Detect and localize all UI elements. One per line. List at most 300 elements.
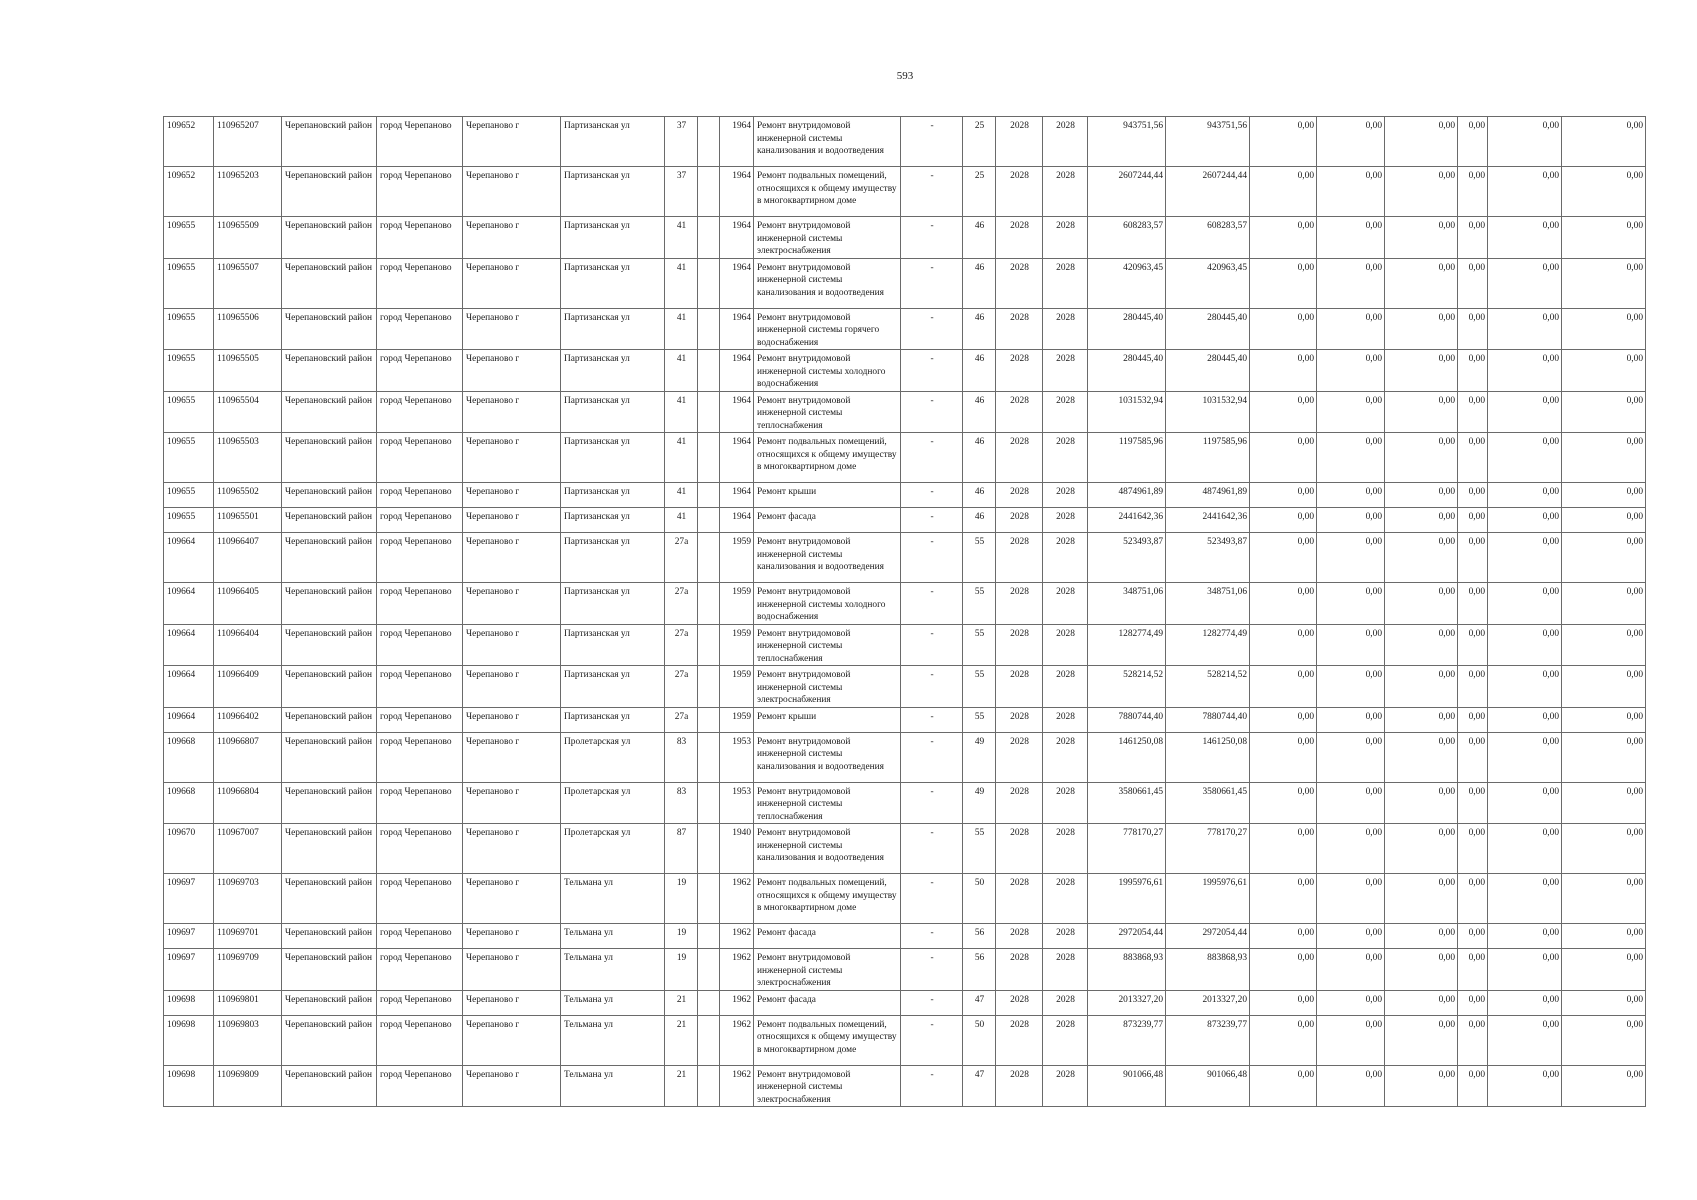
cell-cost-regional: 0,00 (1317, 666, 1385, 708)
cell-cost-federal: 0,00 (1250, 583, 1317, 625)
cell-cost-owners: 0,00 (1458, 308, 1488, 350)
cell-wear-percent: 55 (963, 707, 996, 732)
cell-work-id: 110965509 (214, 217, 282, 259)
cell-cost-owners: 0,00 (1458, 583, 1488, 625)
cell-cost-extra: 0,00 (1562, 824, 1646, 874)
cell-work-type: Ремонт фасада (754, 508, 901, 533)
cell-cost-other: 0,00 (1488, 433, 1562, 483)
cell-district: Черепановский район (282, 117, 377, 167)
cell-plan-year-start: 2028 (996, 217, 1043, 259)
cell-municipality: город Черепаново (377, 824, 463, 874)
cell-municipality: город Черепаново (377, 924, 463, 949)
cell-cost-other: 0,00 (1488, 624, 1562, 666)
cell-settlement: Черепаново г (463, 483, 561, 508)
cell-settlement: Черепаново г (463, 433, 561, 483)
cell-cost-extra: 0,00 (1562, 732, 1646, 782)
cell-district: Черепановский район (282, 391, 377, 433)
cell-work-id: 110965505 (214, 350, 282, 392)
cell-building (698, 707, 720, 732)
cell-plan-year-start: 2028 (996, 308, 1043, 350)
cell-cost-local: 0,00 (1385, 483, 1458, 508)
cell-plan-year-end: 2028 (1043, 433, 1088, 483)
cell-cost-extra: 0,00 (1562, 258, 1646, 308)
cell-settlement: Черепаново г (463, 732, 561, 782)
cell-total-cost: 528214,52 (1088, 666, 1166, 708)
cell-cost-federal: 0,00 (1250, 949, 1317, 991)
cell-cost-other: 0,00 (1488, 167, 1562, 217)
cell-municipality: город Черепаново (377, 782, 463, 824)
cell-work-id: 110969709 (214, 949, 282, 991)
table-row (164, 483, 1646, 508)
cell-work-id: 110965506 (214, 308, 282, 350)
cell-work-type: Ремонт подвальных помещений, относящихся к общему имуществу в многоквартирном доме (754, 167, 901, 217)
table-row (164, 874, 1646, 924)
cell-house-number: 27а (665, 583, 698, 625)
cell-district: Черепановский район (282, 350, 377, 392)
cell-cost-regional: 0,00 (1317, 1015, 1385, 1065)
cell-wear-percent: 46 (963, 308, 996, 350)
cell-work-type: Ремонт фасада (754, 924, 901, 949)
cell-street: Тельмана ул (561, 949, 665, 991)
cell-cost-owners: 0,00 (1458, 924, 1488, 949)
cell-house-id: 109655 (164, 483, 214, 508)
cell-year-built: 1962 (720, 990, 754, 1015)
cell-street: Партизанская ул (561, 707, 665, 732)
cell-municipality: город Черепаново (377, 666, 463, 708)
cell-wear-percent: 56 (963, 949, 996, 991)
cell-cost-local: 0,00 (1385, 949, 1458, 991)
cell-year-built: 1964 (720, 117, 754, 167)
cell-settlement: Черепаново г (463, 391, 561, 433)
cell-cost-regional: 0,00 (1317, 874, 1385, 924)
cell-cost-extra: 0,00 (1562, 350, 1646, 392)
cell-year-built: 1964 (720, 483, 754, 508)
cell-cost-regional: 0,00 (1317, 990, 1385, 1015)
cell-district: Черепановский район (282, 874, 377, 924)
cell-cost-federal: 0,00 (1250, 308, 1317, 350)
cell-house-id: 109697 (164, 874, 214, 924)
cell-plan-year-end: 2028 (1043, 533, 1088, 583)
cell-plan-year-start: 2028 (996, 533, 1043, 583)
cell-municipality: город Черепаново (377, 391, 463, 433)
cell-street: Партизанская ул (561, 308, 665, 350)
cell-cost-other: 0,00 (1488, 707, 1562, 732)
cell-house-number: 87 (665, 824, 698, 874)
cell-wear-percent: 25 (963, 167, 996, 217)
cell-work-id: 110966404 (214, 624, 282, 666)
cell-house-number: 83 (665, 782, 698, 824)
cell-cost-federal: 0,00 (1250, 624, 1317, 666)
cell-settlement: Черепаново г (463, 583, 561, 625)
cell-street: Пролетарская ул (561, 732, 665, 782)
cell-settlement: Черепаново г (463, 874, 561, 924)
cell-col-dash: - (901, 624, 963, 666)
cell-municipality: город Черепаново (377, 483, 463, 508)
cell-plan-year-start: 2028 (996, 483, 1043, 508)
cell-col-dash: - (901, 391, 963, 433)
cell-year-built: 1959 (720, 666, 754, 708)
cell-settlement: Черепаново г (463, 508, 561, 533)
table-row (164, 782, 1646, 824)
cell-total-cost: 348751,06 (1088, 583, 1166, 625)
cell-cost-regional: 0,00 (1317, 533, 1385, 583)
cell-year-built: 1964 (720, 308, 754, 350)
page-number: 593 (896, 70, 914, 82)
cell-col-dash: - (901, 308, 963, 350)
cell-house-id: 109664 (164, 583, 214, 625)
cell-plan-year-end: 2028 (1043, 874, 1088, 924)
cell-cost-extra: 0,00 (1562, 508, 1646, 533)
cell-municipality: город Черепаново (377, 217, 463, 259)
cell-settlement: Черепаново г (463, 533, 561, 583)
cell-cost-fund: 2972054,44 (1166, 924, 1250, 949)
cell-cost-regional: 0,00 (1317, 508, 1385, 533)
cell-work-type: Ремонт внутридомовой инженерной системы теплоснабжения (754, 391, 901, 433)
table-row (164, 117, 1646, 167)
cell-year-built: 1964 (720, 350, 754, 392)
cell-house-id: 109655 (164, 350, 214, 392)
cell-settlement: Черепаново г (463, 782, 561, 824)
cell-house-number: 41 (665, 483, 698, 508)
cell-district: Черепановский район (282, 308, 377, 350)
cell-cost-owners: 0,00 (1458, 508, 1488, 533)
cell-cost-federal: 0,00 (1250, 1015, 1317, 1065)
cell-district: Черепановский район (282, 433, 377, 483)
cell-cost-owners: 0,00 (1458, 1015, 1488, 1065)
cell-cost-regional: 0,00 (1317, 924, 1385, 949)
cell-total-cost: 7880744,40 (1088, 707, 1166, 732)
cell-cost-local: 0,00 (1385, 1015, 1458, 1065)
cell-cost-regional: 0,00 (1317, 824, 1385, 874)
cell-district: Черепановский район (282, 483, 377, 508)
registry-body (164, 117, 1646, 1107)
cell-cost-owners: 0,00 (1458, 824, 1488, 874)
cell-wear-percent: 25 (963, 117, 996, 167)
cell-district: Черепановский район (282, 824, 377, 874)
cell-settlement: Черепаново г (463, 949, 561, 991)
table-row (164, 167, 1646, 217)
cell-house-id: 109655 (164, 217, 214, 259)
cell-cost-federal: 0,00 (1250, 732, 1317, 782)
cell-cost-owners: 0,00 (1458, 258, 1488, 308)
cell-cost-owners: 0,00 (1458, 217, 1488, 259)
cell-work-type: Ремонт внутридомовой инженерной системы электроснабжения (754, 1065, 901, 1107)
cell-house-id: 109668 (164, 782, 214, 824)
cell-settlement: Черепаново г (463, 990, 561, 1015)
cell-house-id: 109652 (164, 117, 214, 167)
cell-work-type: Ремонт подвальных помещений, относящихся к общему имуществу в многоквартирном доме (754, 1015, 901, 1065)
cell-plan-year-start: 2028 (996, 167, 1043, 217)
cell-settlement: Черепаново г (463, 217, 561, 259)
cell-cost-fund: 608283,57 (1166, 217, 1250, 259)
cell-building (698, 874, 720, 924)
cell-cost-regional: 0,00 (1317, 258, 1385, 308)
cell-cost-local: 0,00 (1385, 990, 1458, 1015)
cell-cost-other: 0,00 (1488, 217, 1562, 259)
cell-plan-year-start: 2028 (996, 666, 1043, 708)
cell-col-dash: - (901, 824, 963, 874)
cell-cost-regional: 0,00 (1317, 707, 1385, 732)
cell-year-built: 1964 (720, 217, 754, 259)
cell-cost-fund: 7880744,40 (1166, 707, 1250, 732)
cell-street: Пролетарская ул (561, 824, 665, 874)
cell-year-built: 1962 (720, 949, 754, 991)
cell-work-type: Ремонт фасада (754, 990, 901, 1015)
cell-cost-fund: 420963,45 (1166, 258, 1250, 308)
cell-total-cost: 2607244,44 (1088, 167, 1166, 217)
cell-building (698, 824, 720, 874)
cell-cost-owners: 0,00 (1458, 433, 1488, 483)
cell-municipality: город Черепаново (377, 117, 463, 167)
cell-district: Черепановский район (282, 707, 377, 732)
cell-total-cost: 1031532,94 (1088, 391, 1166, 433)
cell-settlement: Черепаново г (463, 350, 561, 392)
cell-work-type: Ремонт внутридомовой инженерной системы канализования и водоотведения (754, 258, 901, 308)
cell-work-id: 110966807 (214, 732, 282, 782)
cell-total-cost: 280445,40 (1088, 308, 1166, 350)
cell-cost-fund: 528214,52 (1166, 666, 1250, 708)
cell-work-type: Ремонт внутридомовой инженерной системы электроснабжения (754, 666, 901, 708)
table-row (164, 583, 1646, 625)
cell-cost-extra: 0,00 (1562, 874, 1646, 924)
cell-work-id: 110965504 (214, 391, 282, 433)
cell-total-cost: 2441642,36 (1088, 508, 1166, 533)
cell-plan-year-start: 2028 (996, 924, 1043, 949)
cell-work-type: Ремонт внутридомовой инженерной системы канализования и водоотведения (754, 824, 901, 874)
cell-building (698, 1065, 720, 1107)
cell-cost-other: 0,00 (1488, 350, 1562, 392)
cell-district: Черепановский район (282, 1015, 377, 1065)
cell-cost-fund: 883868,93 (1166, 949, 1250, 991)
cell-street: Партизанская ул (561, 167, 665, 217)
cell-year-built: 1959 (720, 624, 754, 666)
cell-cost-other: 0,00 (1488, 258, 1562, 308)
cell-cost-regional: 0,00 (1317, 308, 1385, 350)
cell-street: Тельмана ул (561, 1065, 665, 1107)
cell-settlement: Черепаново г (463, 117, 561, 167)
cell-building (698, 117, 720, 167)
cell-cost-owners: 0,00 (1458, 732, 1488, 782)
cell-plan-year-start: 2028 (996, 707, 1043, 732)
cell-total-cost: 1461250,08 (1088, 732, 1166, 782)
cell-municipality: город Черепаново (377, 308, 463, 350)
cell-col-dash: - (901, 167, 963, 217)
cell-municipality: город Черепаново (377, 583, 463, 625)
cell-house-number: 37 (665, 117, 698, 167)
cell-plan-year-start: 2028 (996, 583, 1043, 625)
cell-cost-fund: 523493,87 (1166, 533, 1250, 583)
repair-registry-table (163, 116, 1646, 1107)
cell-cost-other: 0,00 (1488, 874, 1562, 924)
cell-plan-year-start: 2028 (996, 874, 1043, 924)
cell-building (698, 308, 720, 350)
cell-building (698, 533, 720, 583)
cell-cost-fund: 1031532,94 (1166, 391, 1250, 433)
cell-work-type: Ремонт внутридомовой инженерной системы горячего водоснабжения (754, 308, 901, 350)
cell-cost-fund: 348751,06 (1166, 583, 1250, 625)
cell-total-cost: 3580661,45 (1088, 782, 1166, 824)
cell-cost-regional: 0,00 (1317, 782, 1385, 824)
cell-building (698, 732, 720, 782)
cell-municipality: город Черепаново (377, 949, 463, 991)
cell-cost-other: 0,00 (1488, 391, 1562, 433)
cell-year-built: 1964 (720, 167, 754, 217)
cell-settlement: Черепаново г (463, 666, 561, 708)
cell-cost-local: 0,00 (1385, 533, 1458, 583)
cell-plan-year-start: 2028 (996, 824, 1043, 874)
cell-cost-other: 0,00 (1488, 949, 1562, 991)
cell-cost-regional: 0,00 (1317, 391, 1385, 433)
cell-work-type: Ремонт внутридомовой инженерной системы холодного водоснабжения (754, 350, 901, 392)
cell-cost-local: 0,00 (1385, 874, 1458, 924)
cell-work-type: Ремонт внутридомовой инженерной системы канализования и водоотведения (754, 117, 901, 167)
cell-wear-percent: 56 (963, 924, 996, 949)
cell-house-id: 109697 (164, 924, 214, 949)
cell-cost-local: 0,00 (1385, 666, 1458, 708)
cell-municipality: город Черепаново (377, 1065, 463, 1107)
cell-cost-extra: 0,00 (1562, 217, 1646, 259)
cell-col-dash: - (901, 217, 963, 259)
cell-cost-regional: 0,00 (1317, 483, 1385, 508)
cell-cost-federal: 0,00 (1250, 350, 1317, 392)
cell-street: Партизанская ул (561, 391, 665, 433)
cell-settlement: Черепаново г (463, 1065, 561, 1107)
cell-cost-other: 0,00 (1488, 732, 1562, 782)
cell-year-built: 1964 (720, 508, 754, 533)
cell-plan-year-start: 2028 (996, 258, 1043, 308)
cell-cost-extra: 0,00 (1562, 583, 1646, 625)
cell-plan-year-start: 2028 (996, 949, 1043, 991)
cell-plan-year-start: 2028 (996, 732, 1043, 782)
cell-wear-percent: 55 (963, 583, 996, 625)
cell-year-built: 1959 (720, 707, 754, 732)
cell-cost-other: 0,00 (1488, 990, 1562, 1015)
cell-cost-regional: 0,00 (1317, 117, 1385, 167)
cell-house-number: 19 (665, 949, 698, 991)
cell-cost-local: 0,00 (1385, 391, 1458, 433)
cell-cost-fund: 2607244,44 (1166, 167, 1250, 217)
cell-house-number: 27а (665, 624, 698, 666)
cell-cost-extra: 0,00 (1562, 990, 1646, 1015)
cell-wear-percent: 50 (963, 1015, 996, 1065)
cell-cost-federal: 0,00 (1250, 167, 1317, 217)
cell-cost-extra: 0,00 (1562, 924, 1646, 949)
cell-cost-federal: 0,00 (1250, 990, 1317, 1015)
table-row (164, 308, 1646, 350)
cell-house-number: 27а (665, 533, 698, 583)
table-row (164, 1065, 1646, 1107)
cell-plan-year-start: 2028 (996, 433, 1043, 483)
cell-work-id: 110965203 (214, 167, 282, 217)
cell-district: Черепановский район (282, 782, 377, 824)
cell-year-built: 1962 (720, 1065, 754, 1107)
cell-street: Партизанская ул (561, 258, 665, 308)
cell-col-dash: - (901, 874, 963, 924)
cell-wear-percent: 55 (963, 624, 996, 666)
cell-district: Черепановский район (282, 258, 377, 308)
cell-street: Пролетарская ул (561, 782, 665, 824)
cell-cost-fund: 943751,56 (1166, 117, 1250, 167)
cell-house-number: 21 (665, 1015, 698, 1065)
cell-street: Партизанская ул (561, 217, 665, 259)
cell-cost-extra: 0,00 (1562, 433, 1646, 483)
cell-cost-local: 0,00 (1385, 732, 1458, 782)
cell-cost-local: 0,00 (1385, 217, 1458, 259)
cell-plan-year-end: 2028 (1043, 949, 1088, 991)
cell-cost-fund: 2441642,36 (1166, 508, 1250, 533)
cell-municipality: город Черепаново (377, 990, 463, 1015)
cell-col-dash: - (901, 924, 963, 949)
cell-work-id: 110965207 (214, 117, 282, 167)
cell-cost-owners: 0,00 (1458, 666, 1488, 708)
cell-cost-federal: 0,00 (1250, 782, 1317, 824)
table-row (164, 707, 1646, 732)
cell-building (698, 924, 720, 949)
cell-street: Партизанская ул (561, 624, 665, 666)
cell-cost-owners: 0,00 (1458, 1065, 1488, 1107)
cell-col-dash: - (901, 258, 963, 308)
cell-street: Тельмана ул (561, 1015, 665, 1065)
cell-cost-owners: 0,00 (1458, 707, 1488, 732)
cell-plan-year-end: 2028 (1043, 217, 1088, 259)
cell-cost-owners: 0,00 (1458, 874, 1488, 924)
cell-work-type: Ремонт внутридомовой инженерной системы теплоснабжения (754, 624, 901, 666)
cell-col-dash: - (901, 707, 963, 732)
cell-house-number: 21 (665, 1065, 698, 1107)
cell-house-number: 41 (665, 508, 698, 533)
cell-municipality: город Черепаново (377, 508, 463, 533)
table-row (164, 433, 1646, 483)
cell-cost-other: 0,00 (1488, 483, 1562, 508)
cell-total-cost: 280445,40 (1088, 350, 1166, 392)
cell-wear-percent: 55 (963, 666, 996, 708)
cell-municipality: город Черепаново (377, 350, 463, 392)
cell-cost-federal: 0,00 (1250, 217, 1317, 259)
cell-municipality: город Черепаново (377, 624, 463, 666)
cell-work-id: 110966402 (214, 707, 282, 732)
cell-building (698, 990, 720, 1015)
cell-district: Черепановский район (282, 217, 377, 259)
cell-building (698, 624, 720, 666)
cell-work-id: 110966407 (214, 533, 282, 583)
cell-work-type: Ремонт внутридомовой инженерной системы электроснабжения (754, 217, 901, 259)
cell-street: Партизанская ул (561, 583, 665, 625)
cell-cost-regional: 0,00 (1317, 949, 1385, 991)
cell-settlement: Черепаново г (463, 167, 561, 217)
cell-cost-owners: 0,00 (1458, 391, 1488, 433)
cell-cost-other: 0,00 (1488, 1065, 1562, 1107)
cell-cost-owners: 0,00 (1458, 624, 1488, 666)
cell-plan-year-end: 2028 (1043, 824, 1088, 874)
cell-cost-regional: 0,00 (1317, 217, 1385, 259)
table-row (164, 624, 1646, 666)
cell-wear-percent: 46 (963, 350, 996, 392)
cell-street: Партизанская ул (561, 508, 665, 533)
table-row (164, 217, 1646, 259)
cell-wear-percent: 49 (963, 782, 996, 824)
cell-district: Черепановский район (282, 924, 377, 949)
cell-building (698, 217, 720, 259)
cell-plan-year-end: 2028 (1043, 1065, 1088, 1107)
cell-cost-fund: 901066,48 (1166, 1065, 1250, 1107)
cell-col-dash: - (901, 782, 963, 824)
cell-cost-extra: 0,00 (1562, 308, 1646, 350)
cell-settlement: Черепаново г (463, 1015, 561, 1065)
cell-cost-local: 0,00 (1385, 1065, 1458, 1107)
cell-cost-local: 0,00 (1385, 624, 1458, 666)
cell-house-number: 27а (665, 666, 698, 708)
cell-cost-extra: 0,00 (1562, 1065, 1646, 1107)
